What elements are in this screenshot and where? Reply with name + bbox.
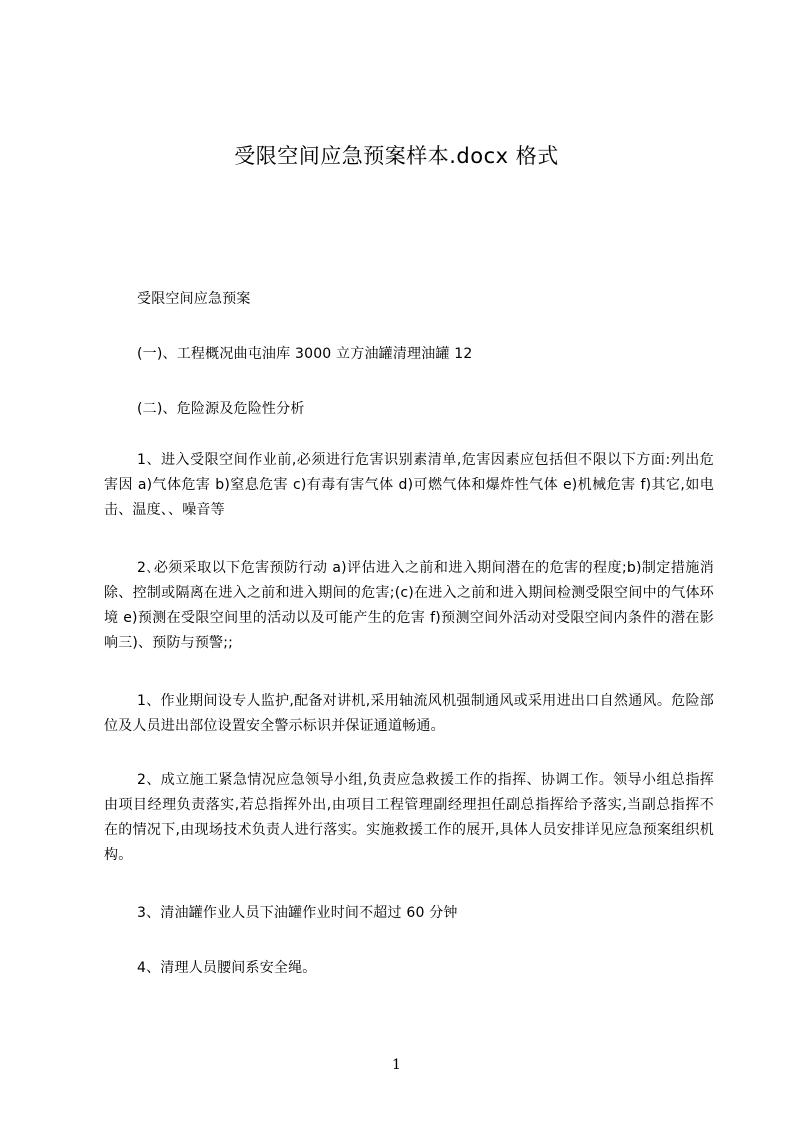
paragraph-hazard-analysis-heading: (二)、危险源及危险性分析 — [137, 401, 305, 417]
paragraph-emergency-team: 2、成立施工紧急情况应急领导小组,负责应急救援工作的指挥、协调工作。领导小组总指挥由项目经理负责落实,若总指挥外出,由项目工程管理副经理担任副总指挥给予落实,当副总指挥不在的情况下,由现场技术负责人进行落实。实施救援工作的展开,具体人员安排详见应急预案组织机构。 — [104, 772, 714, 863]
paragraph-hazard-identification: 1、进入受限空间作业前,必须进行危害识别素清单,危害因素应包括但不限以下方面:列出危害因 a)气体危害 b)窒息危害 c)有毒有害气体 d)可燃气体和爆炸性气体 e)机械危害 f)其它,如电击、温度、、噪音等 — [104, 452, 714, 518]
paragraph-section-heading: 受限空间应急预案 — [137, 291, 251, 307]
paragraph-safety-rope: 4、清理人员腰间系安全绳。 — [137, 960, 317, 976]
paragraph-prevention-actions: 2､必须采取以下危害预防行动 a)评估进入之前和进入期间潜在的危害的程度;b)制定措施消除、控制或隔离在进入之前和进入期间的危害;(c)在进入之前和进入期间检测受限空间中的气体环境 e)预测在受限空间里的活动以及可能产生的危害 f)预测空间外活动对受限空间内条件的潜在影响三)、预防与预警;; — [104, 560, 714, 651]
paragraph-work-time-limit: 3、清油罐作业人员下油罐作业时间不超过 60 分钟 — [137, 905, 458, 921]
page-number: 1 — [392, 1057, 401, 1073]
paragraph-project-overview: (一)、工程概况曲屯油库 3000 立方油罐清理油罐 12 — [137, 346, 473, 362]
paragraph-monitoring-ventilation: 1、作业期间设专人监护,配备对讲机,采用轴流风机强制通风或采用进出口自然通风。危险部位及人员进出部位设置安全警示标识并保证通道畅通。 — [104, 693, 714, 734]
document-title: 受限空间应急预案样本.docx 格式 — [234, 144, 559, 168]
